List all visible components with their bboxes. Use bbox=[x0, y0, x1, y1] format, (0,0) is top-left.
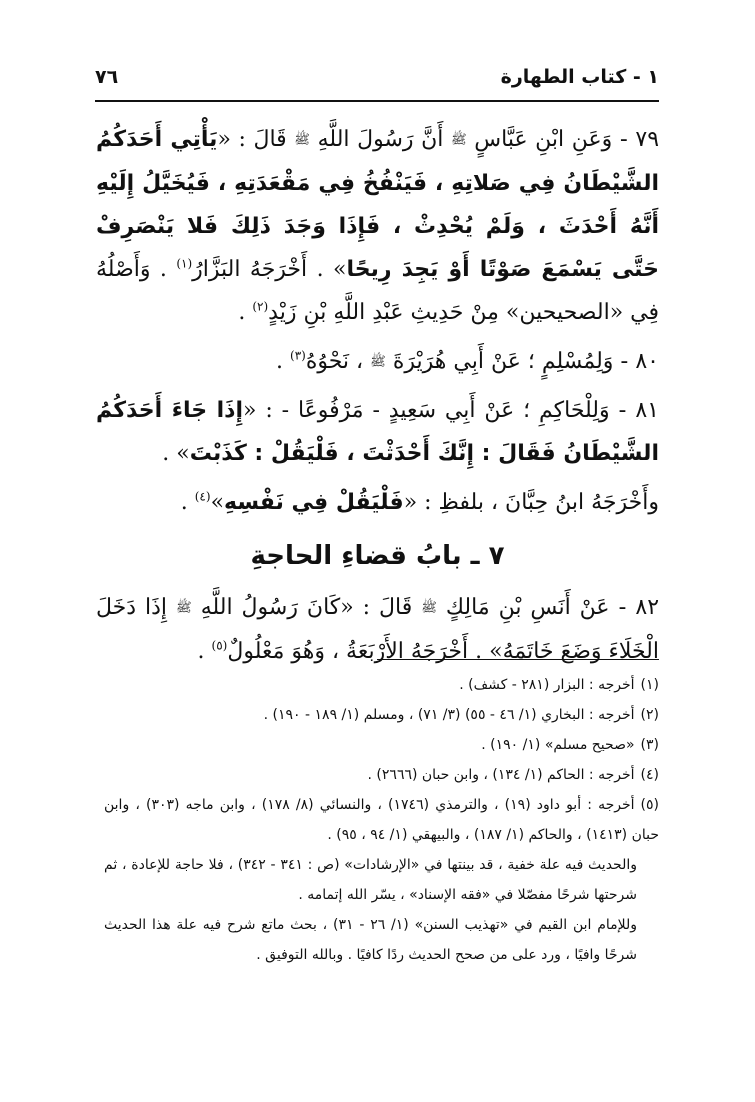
footnote-text: أخرجه : البخاري (١/ ٤٦ - ٥٥) (٣/ ٧١) ، ومسلم (١/ ١٨٩ - ١٩٠) . bbox=[263, 707, 635, 723]
footnotes bbox=[104, 670, 659, 970]
isnad-text: أَنَّ رَسُولَ اللَّهِ bbox=[317, 127, 444, 152]
footnote-label: (٤) bbox=[640, 767, 659, 783]
quote-close: » . bbox=[162, 441, 190, 466]
hadith-80 bbox=[96, 340, 659, 384]
takhrij-text: » . أَخْرَجَهُ الأَرْبَعَةُ ، وَهُوَ مَعْلُولٌ bbox=[227, 638, 503, 664]
running-title: ١ - كتاب الطهارة bbox=[500, 66, 659, 88]
hadith-text: إِذَا دَخَلَ الْخَلَاءَ وَضَعَ خَاتَمَهُ bbox=[96, 595, 659, 664]
end-mark: . bbox=[180, 490, 188, 515]
chapter-heading: ٧ ـ بابُ قضاءِ الحاجةِ bbox=[250, 541, 505, 571]
hadith-number: ٨١ - bbox=[618, 398, 659, 423]
isnad-text: قَالَ : « bbox=[217, 127, 287, 152]
hadith-81 bbox=[96, 389, 659, 475]
honorific-symbol: ﷺ bbox=[176, 600, 192, 616]
page-number: ٧٦ bbox=[95, 66, 119, 88]
honorific-symbol: ﷺ bbox=[370, 354, 386, 369]
footnote-item bbox=[104, 700, 659, 730]
header-divider bbox=[95, 100, 659, 102]
footnote-item bbox=[104, 760, 659, 790]
hadith-number: ٧٩ - bbox=[619, 127, 660, 152]
quote-close: » bbox=[210, 490, 225, 515]
takhrij-text: أَخْرَجَهُ البَزَّارُ bbox=[192, 256, 308, 282]
footnote-ref: (٢) bbox=[252, 299, 269, 314]
takhrij-text: . وَأَصْلُهُ فِي «الصحيحين» مِنْ حَدِيثِ عَبْدِ اللَّهِ بْنِ زَيْدٍ bbox=[96, 256, 659, 325]
ibn-hibban-note bbox=[96, 481, 659, 524]
footnote-label: (١) bbox=[640, 677, 659, 693]
footnote-ref: (٥) bbox=[211, 638, 228, 653]
main-text bbox=[96, 118, 659, 673]
footnote-item bbox=[104, 730, 659, 760]
isnad-text: ، نَحْوُهُ bbox=[305, 348, 364, 374]
honorific-symbol: ﷺ bbox=[450, 132, 467, 148]
end-mark: . bbox=[238, 299, 246, 325]
footnote-continuation: والحديث فيه علة خفية ، قد بينتها في «الإرشادات» (ص : ٣٤١ - ٣٤٢) ، فلا حاجة للإعادة ، ثم شرحتها شرحًا مفصّلا في «فقه الإسناد» ، يسّر الله إتمامه . bbox=[104, 857, 637, 903]
end-mark: . bbox=[197, 638, 205, 664]
footnote-item bbox=[104, 670, 659, 700]
hadith-text: إِذَا جَاءَ أَحَدَكُمُ الشَّيْطَانُ فَقَالَ : إِنَّكَ أَحْدَثْتَ ، فَلْيَقُلْ : كَذَبْتَ bbox=[96, 398, 659, 466]
footnote-continuation: وللإمام ابن القيم في «تهذيب السنن» (١/ ٢٦ - ٣١) ، بحث ماتع شرح فيه علة هذا الحديث شرحًا وافيًا ، ورد على من صحح الحديث ردًا كافيًا . وبالله التوفيق . bbox=[104, 917, 638, 963]
footnote-item bbox=[104, 790, 659, 850]
footnote-label: (٣) bbox=[640, 737, 659, 753]
hadith-text: يَأْتِي أَحَدَكُمُ الشَّيْطَانُ فِي صَلاتِهِ ، فَيَنْفُخُ فِي مَقْعَدَتِهِ ، فَيُخَيَّلُ إِلَيْهِ أَنَّهُ أَحْدَثَ ، وَلَمْ يُحْدِثْ ، فَإِذَا وَجَدَ ذَلِكَ فَلا يَنْصَرِفْ حَتَّى يَسْمَعَ صَوْتًا أَوْ يَجِدَ رِيحًا bbox=[96, 127, 660, 282]
hadith-79 bbox=[96, 118, 659, 334]
footnote-ref: (٤) bbox=[194, 489, 211, 504]
isnad-text: وَعَنِ ابْنِ عَبَّاسٍ bbox=[474, 127, 613, 152]
hadith-text: فَلْيَقُلْ فِي نَفْسِهِ bbox=[224, 490, 404, 515]
end-mark: . bbox=[276, 348, 284, 374]
footnote-divider bbox=[377, 659, 659, 660]
footnote-ref: (٣) bbox=[290, 348, 306, 363]
footnote-text: أخرجه : الحاكم (١/ ١٣٤) ، وابن حبان (٢٦٦٦) . bbox=[367, 767, 635, 783]
footnote-label: (٢) bbox=[640, 707, 659, 723]
honorific-symbol: ﷺ bbox=[421, 600, 437, 616]
footnote-text: «صحيح مسلم» (١/ ١٩٠) . bbox=[481, 737, 635, 753]
hadith-number: ٨٢ - bbox=[618, 595, 660, 620]
footnote-text: أخرجه : أبو داود (١٩) ، والترمذي (١٧٤٦) ، والنسائي (٨/ ١٧٨) ، وابن ماجه (٣٠٣) ، وابن حبان (١٤١٣) ، والحاكم (١/ ١٨٧) ، والبيهقي (١/ ٩٤ ، ٩٥) . bbox=[104, 797, 659, 843]
hadith-number: ٨٠ - bbox=[620, 348, 659, 374]
footnote-ref: (١) bbox=[176, 256, 193, 271]
isnad-text: قَالَ : «كَانَ رَسُولُ اللَّهِ bbox=[200, 595, 413, 620]
isnad-text: وَلِمُسْلِمٍ ؛ عَنْ أَبِي هُرَيْرَةَ bbox=[392, 348, 614, 374]
quote-close: » . bbox=[316, 256, 347, 282]
footnote-label: (٥) bbox=[640, 797, 660, 813]
honorific-symbol: ﷺ bbox=[294, 132, 311, 148]
page-header bbox=[95, 64, 659, 98]
footnote-text: أخرجه : البزار (٢٨١ - كشف) . bbox=[459, 677, 635, 693]
isnad-text: عَنْ أَنَسِ بْنِ مَالِكٍ bbox=[445, 595, 610, 620]
isnad-text: وَلِلْحَاكِمِ ؛ عَنْ أَبِي سَعِيدٍ - مَرْفُوعًا - : « bbox=[243, 398, 610, 423]
takhrij-text: وأَخْرَجَهُ ابنُ حِبَّانَ ، بلفظِ : « bbox=[403, 490, 659, 515]
